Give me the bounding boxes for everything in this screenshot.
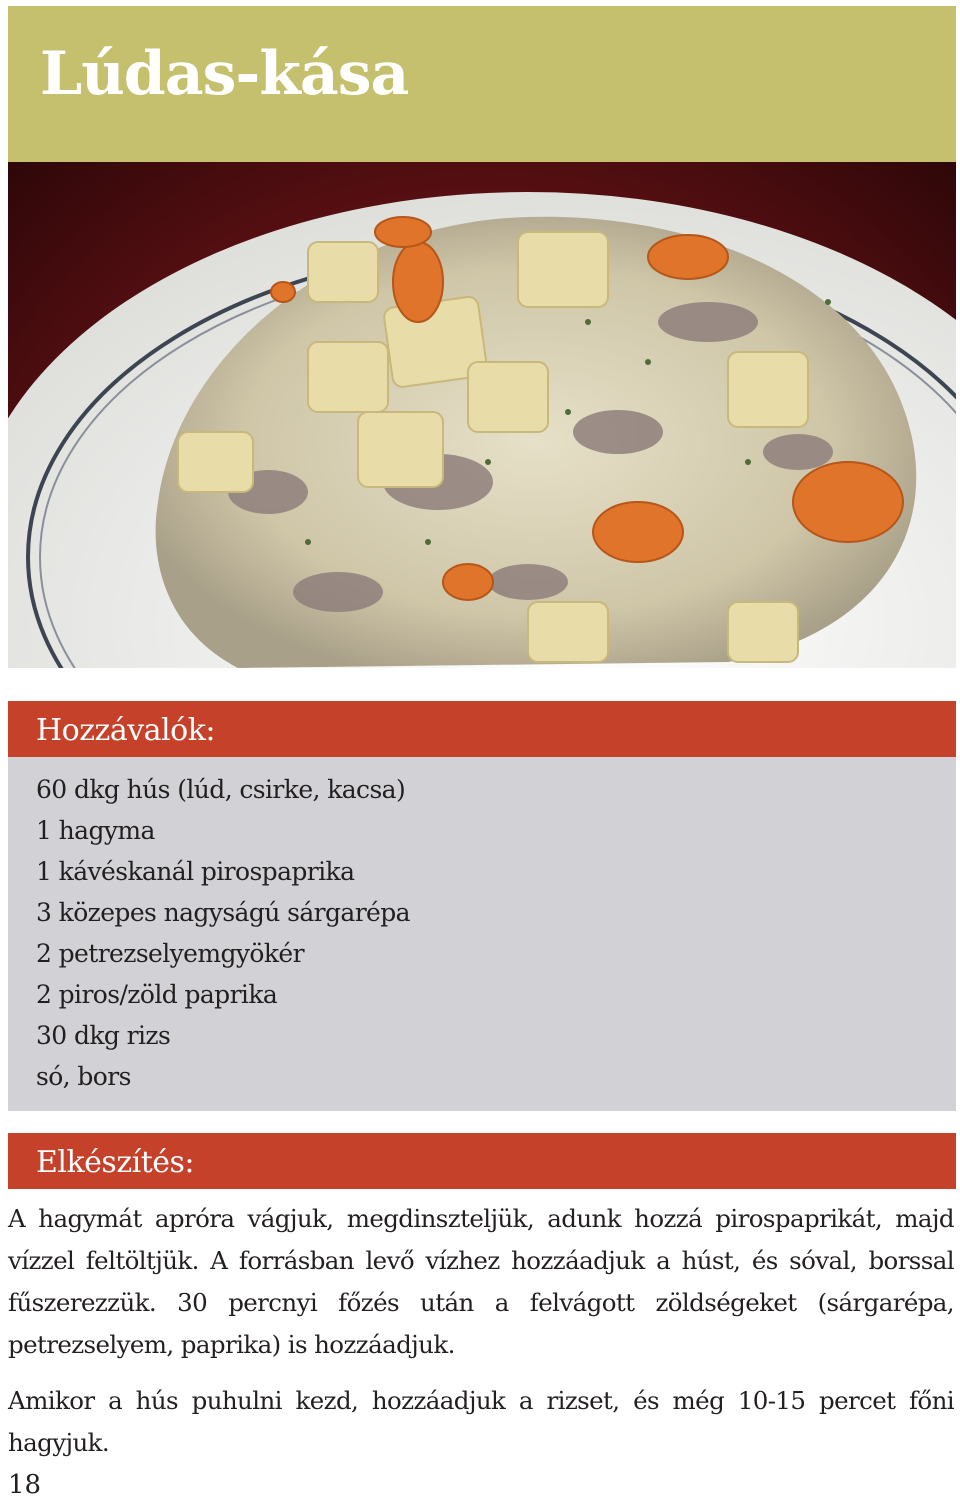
food-photo [8, 162, 956, 668]
preparation-text [8, 1198, 954, 1478]
preparation-paragraph: Amikor a hús puhulni kezd, hozzáadjuk a rizset, és még 10-15 percet főni hagyjuk. [8, 1386, 954, 1457]
ingredients-heading: Hozzávalók: [36, 713, 215, 748]
page-number: 18 [8, 1470, 42, 1500]
title-bar [8, 6, 956, 162]
ingredients-list [36, 769, 410, 1097]
page-title: Lúdas-kása [40, 39, 409, 109]
ingredient-item: 1 hagyma [36, 816, 155, 845]
preparation-header [8, 1133, 956, 1189]
preparation-paragraph: A hagymát apróra vágjuk, megdinszteljük, adunk hozzá pirospaprikát, majd vízzel feltöltjük. A forrásban levő vízhez hozzáadjuk a húst, és sóval, borssal fűszerezzük. 30 percnyi főzés után a felvágott zöldségeket (sárgarépa, petrezselyem, paprika) is hozzáadjuk. [8, 1204, 954, 1359]
ingredient-item: 2 piros/zöld paprika [36, 980, 278, 1009]
preparation-heading: Elkészítés: [36, 1145, 195, 1180]
food-photo-icon [8, 162, 956, 668]
ingredient-item: 1 kávéskanál pirospaprika [36, 857, 355, 886]
ingredient-item: 60 dkg hús (lúd, csirke, kacsa) [36, 775, 406, 804]
ingredient-item: só, bors [36, 1062, 131, 1091]
ingredient-item: 3 közepes nagyságú sárgarépa [36, 898, 410, 927]
ingredients-header [8, 701, 956, 757]
ingredients-box [8, 757, 956, 1111]
ingredient-item: 2 petrezselyemgyökér [36, 939, 304, 968]
ingredient-item: 30 dkg rizs [36, 1021, 171, 1050]
